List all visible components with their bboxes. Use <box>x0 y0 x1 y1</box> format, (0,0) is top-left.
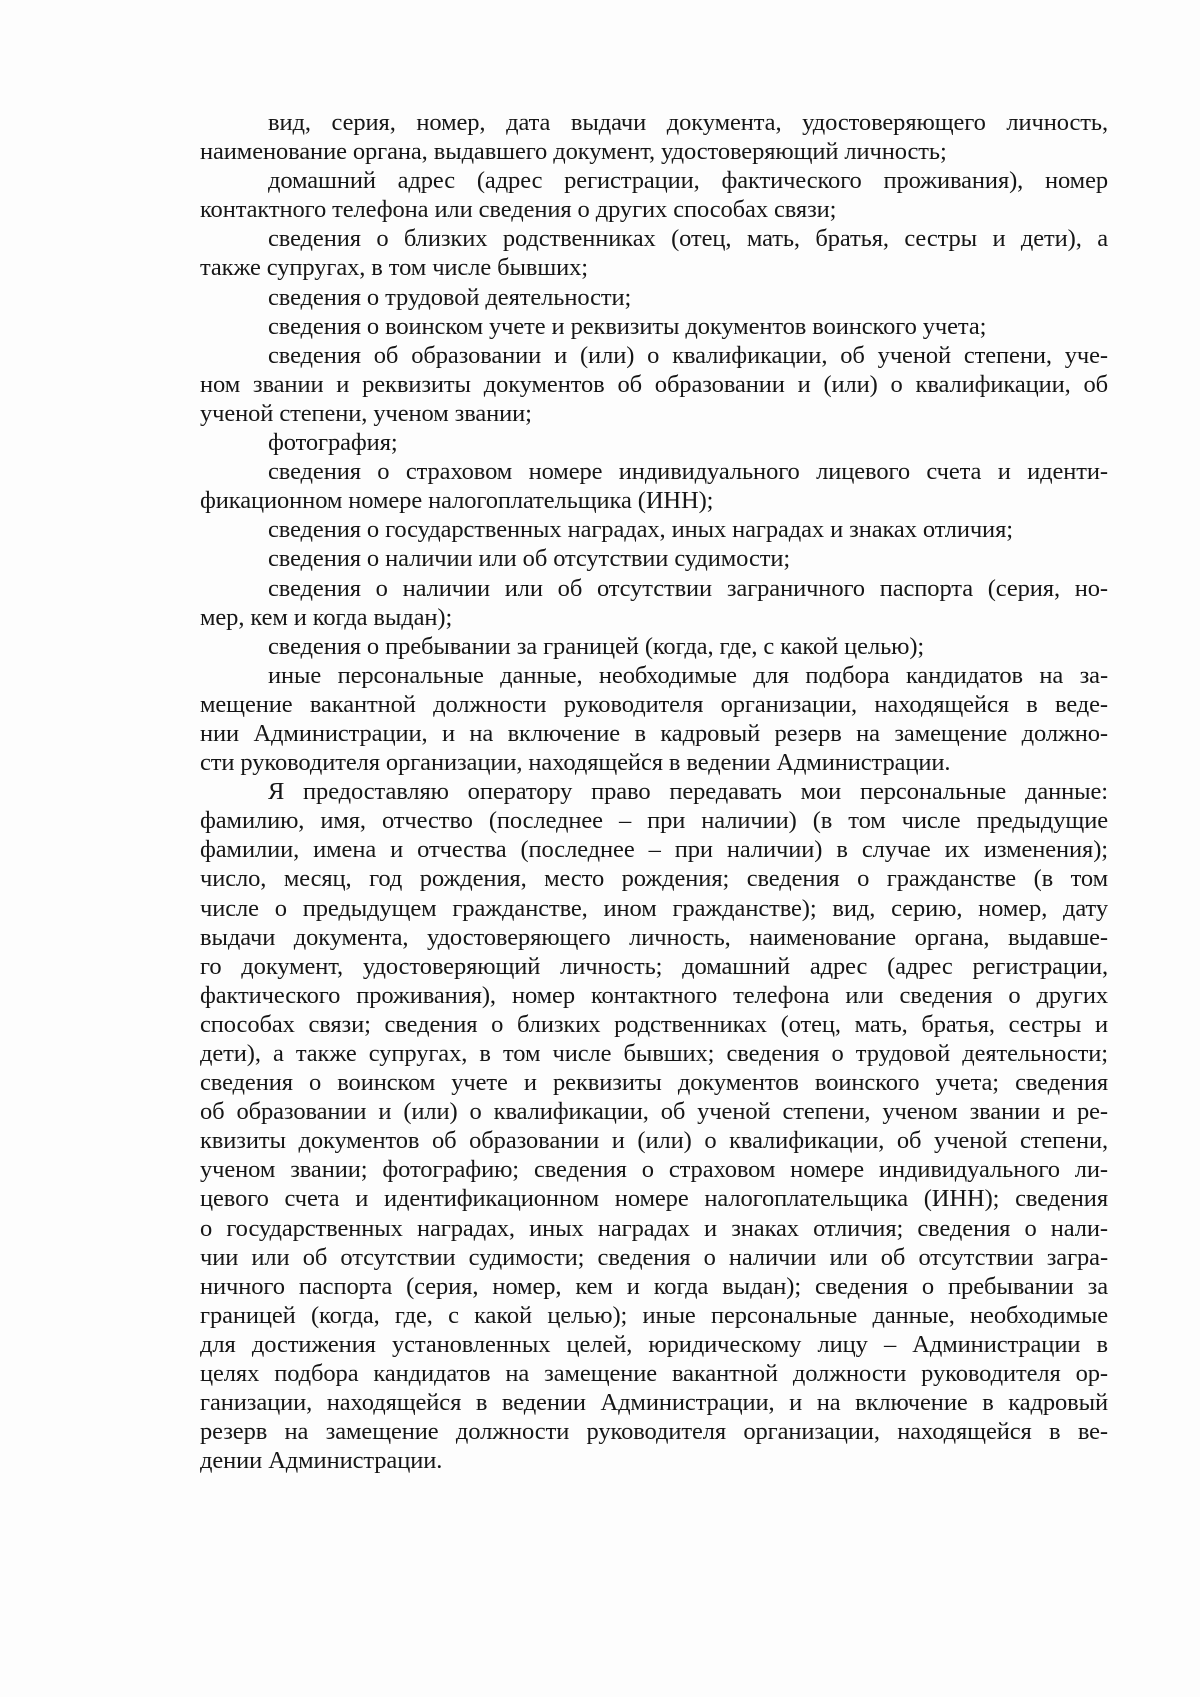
paragraph <box>200 574 1108 632</box>
text-line: способах связи; сведения о близких родственниках (отец, мать, братья, сестры и <box>200 1010 1108 1038</box>
paragraph <box>200 312 1108 341</box>
text-line: Я предоставляю оператору право передавать мои персональные данные: <box>268 778 1108 806</box>
text-line: мер, кем и когда выдан); <box>200 603 453 631</box>
text-line: сведения об образовании и (или) о квалификации, об ученой степени, уче- <box>268 341 1108 369</box>
text-line: сведения о наличии или об отсутствии судимости; <box>268 545 791 573</box>
text-line: иные персональные данные, необходимые для подбора кандидатов на за- <box>268 661 1108 689</box>
text-line: дении Администрации. <box>200 1447 443 1475</box>
text-line: домашний адрес (адрес регистрации, фактического проживания), номер <box>268 167 1108 195</box>
paragraph <box>200 515 1108 544</box>
paragraph <box>200 457 1108 515</box>
text-line: контактного телефона или сведения о других способах связи; <box>200 196 837 224</box>
text-line: квизиты документов об образовании и (или) о квалификации, об ученой степени, <box>200 1127 1108 1155</box>
text-line: резерв на замещение должности руководителя организации, находящейся в ве- <box>200 1418 1108 1446</box>
text-line: для достижения установленных целей, юридическому лицу – Администрации в <box>200 1330 1108 1358</box>
text-line: число, месяц, год рождения, место рождения; сведения о гражданстве (в том <box>200 865 1108 893</box>
text-line: фамилии, имена и отчества (последнее – при наличии) в случае их изменения); <box>200 836 1108 864</box>
text-line: ученой степени, ученом звании; <box>200 399 532 427</box>
text-line: цевого счета и идентификационном номере налогоплательщика (ИНН); сведения <box>200 1185 1108 1213</box>
text-line: ном звании и реквизиты документов об образовании и (или) о квалификации, об <box>200 370 1108 398</box>
text-line: сведения о воинском учете и реквизиты документов воинского учета; сведения <box>200 1069 1108 1097</box>
text-line: целях подбора кандидатов на замещение вакантной должности руководителя ор- <box>200 1360 1108 1388</box>
text-line: числе о предыдущем гражданстве, ином гражданстве); вид, серию, номер, дату <box>200 894 1108 922</box>
text-line: сведения о государственных наградах, иных наградах и знаках отличия; <box>268 516 1013 544</box>
paragraph <box>200 544 1108 573</box>
text-line: сведения о воинском учете и реквизиты документов воинского учета; <box>268 312 987 340</box>
paragraph <box>200 108 1108 166</box>
text-line: мещение вакантной должности руководителя организации, находящейся в веде- <box>200 690 1108 718</box>
text-line: фикационном номере налогоплательщика (ИНН); <box>200 487 714 515</box>
text-line: ничного паспорта (серия, номер, кем и когда выдан); сведения о пребывании за <box>200 1272 1108 1300</box>
text-line: го документ, удостоверяющий личность; домашний адрес (адрес регистрации, <box>200 952 1108 980</box>
text-line: о государственных наградах, иных наградах и знаках отличия; сведения о нали- <box>200 1214 1108 1242</box>
paragraph <box>200 777 1108 1475</box>
text-line: дети), а также супругах, в том числе бывших; сведения о трудовой деятельности; <box>200 1040 1108 1067</box>
text-line: фамилию, имя, отчество (последнее – при наличии) (в том числе предыдущие <box>200 807 1108 835</box>
paragraph <box>200 166 1108 224</box>
paragraph <box>200 224 1108 282</box>
text-line: ученом звании; фотографию; сведения о страховом номере индивидуального ли- <box>200 1156 1108 1184</box>
paragraph <box>200 283 1108 312</box>
text-line: сведения о наличии или об отсутствии заграничного паспорта (серия, но- <box>268 574 1108 602</box>
text-line: сведения о пребывании за границей (когда, где, с какой целью); <box>268 632 925 660</box>
text-line: границей (когда, где, с какой целью); иные персональные данные, необходимые <box>200 1301 1108 1329</box>
text-line: сведения о близких родственниках (отец, мать, братья, сестры и дети), а <box>268 225 1108 253</box>
text-line: фотография; <box>268 429 398 457</box>
text-line: нии Администрации, и на включение в кадровый резерв на замещение должно- <box>200 719 1108 747</box>
text-line: чии или об отсутствии судимости; сведения о наличии или об отсутствии загра- <box>200 1243 1108 1271</box>
text-line: сведения о страховом номере индивидуального лицевого счета и иденти- <box>268 458 1108 486</box>
text-line: наименование органа, выдавшего документ, удостоверяющий личность; <box>200 138 947 166</box>
paragraph <box>200 632 1108 661</box>
text-line: об образовании и (или) о квалификации, об ученой степени, ученом звании и ре- <box>200 1098 1108 1126</box>
text-line: также супругах, в том числе бывших; <box>200 254 588 282</box>
paragraph <box>200 341 1108 428</box>
text-line: сти руководителя организации, находящейся в ведении Администрации. <box>200 749 951 777</box>
paragraph <box>200 428 1108 457</box>
text-line: выдачи документа, удостоверяющего личность, наименование органа, выдавше- <box>200 923 1108 951</box>
text-line: сведения о трудовой деятельности; <box>268 283 632 311</box>
paragraph <box>200 661 1108 777</box>
document-body <box>200 108 1108 1475</box>
text-line: фактического проживания), номер контактного телефона или сведения о других <box>200 981 1108 1009</box>
text-line: вид, серия, номер, дата выдачи документа, удостоверяющего личность, <box>268 109 1108 136</box>
text-line: ганизации, находящейся в ведении Администрации, и на включение в кадровый <box>200 1389 1108 1417</box>
